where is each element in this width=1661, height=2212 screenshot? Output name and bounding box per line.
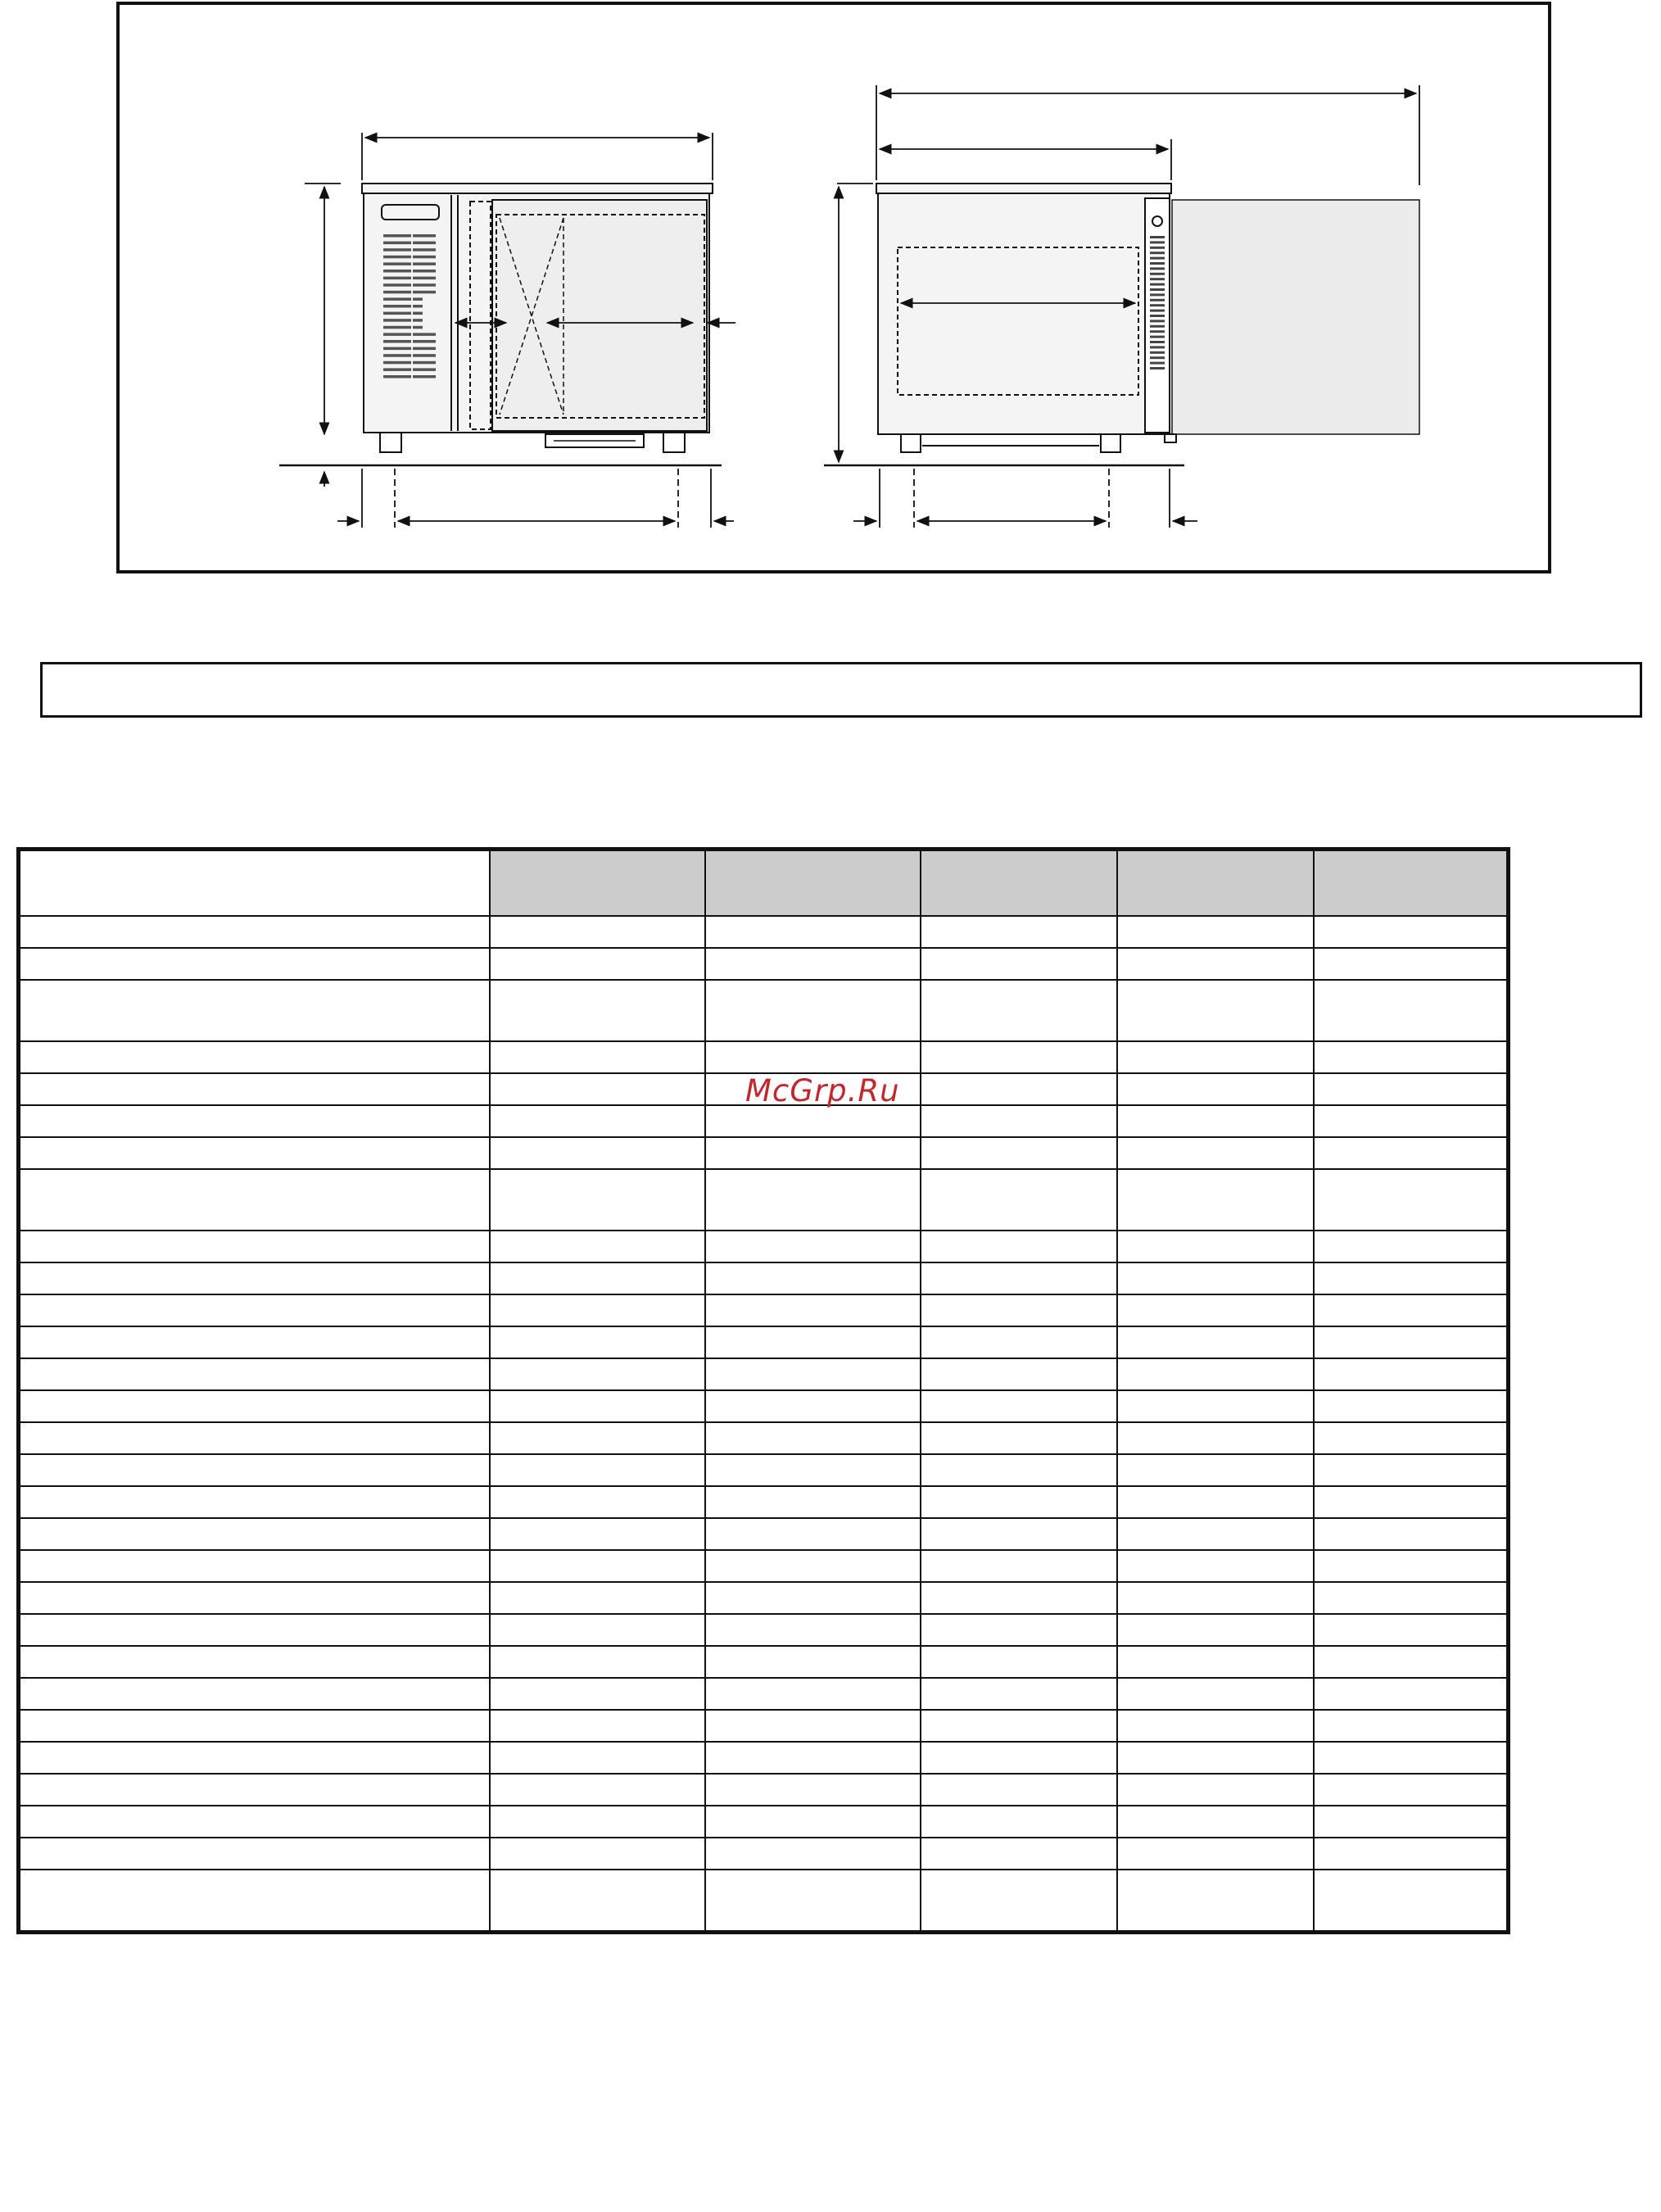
table-cell xyxy=(19,1518,490,1550)
table-cell xyxy=(1314,1454,1509,1486)
table-cell xyxy=(705,1774,921,1806)
table-cell xyxy=(1314,980,1509,1041)
table-cell xyxy=(921,1294,1117,1326)
table-cell xyxy=(1117,1870,1314,1933)
table-cell xyxy=(1314,1806,1509,1838)
table-cell xyxy=(19,1358,490,1390)
table-cell xyxy=(1117,1550,1314,1582)
table-row xyxy=(19,1422,1509,1454)
table-cell xyxy=(1117,1326,1314,1358)
table-cell xyxy=(19,1710,490,1742)
table-row xyxy=(19,1614,1509,1646)
table-cell xyxy=(1117,1678,1314,1710)
table-header-row xyxy=(19,850,1509,917)
table-cell xyxy=(1314,1614,1509,1646)
vent-slot xyxy=(1150,247,1165,249)
table-cell xyxy=(705,916,921,948)
grille-slot xyxy=(413,256,436,259)
table-header-cell xyxy=(19,850,490,917)
front-door xyxy=(492,200,707,431)
table-cell xyxy=(921,916,1117,948)
table-cell xyxy=(1117,1169,1314,1231)
table-cell xyxy=(1314,1231,1509,1262)
vent-slot xyxy=(1150,362,1165,365)
table-cell xyxy=(490,1137,705,1169)
grille-slot xyxy=(383,368,411,371)
table-header-cell xyxy=(921,850,1117,917)
table-cell xyxy=(1117,1041,1314,1073)
table-cell xyxy=(705,1550,921,1582)
table-cell xyxy=(1314,1073,1509,1105)
grille-slot xyxy=(383,242,411,245)
specification-table xyxy=(16,847,1510,1934)
table-cell xyxy=(490,1550,705,1582)
table-cell xyxy=(1314,916,1509,948)
grille-slot xyxy=(413,283,436,287)
grille-slot xyxy=(413,340,436,343)
vent-slot xyxy=(1150,330,1165,333)
table-row xyxy=(19,1774,1509,1806)
table-cell xyxy=(490,1358,705,1390)
side-leg-right xyxy=(1101,434,1120,452)
grille-slot xyxy=(413,277,436,280)
table-row xyxy=(19,1646,1509,1678)
table-cell xyxy=(705,1710,921,1742)
vent-slot xyxy=(1150,262,1165,265)
table-cell xyxy=(490,1454,705,1486)
table-cell xyxy=(921,1486,1117,1518)
table-cell xyxy=(1117,1073,1314,1105)
grille-slot xyxy=(383,305,411,308)
table-cell xyxy=(19,1550,490,1582)
grille-slot xyxy=(383,326,411,329)
table-cell xyxy=(705,1105,921,1137)
elevation-drawing xyxy=(120,5,1548,570)
vent-slot xyxy=(1150,257,1165,260)
vent-slot xyxy=(1150,241,1165,243)
table-cell xyxy=(490,1105,705,1137)
grille-slot xyxy=(413,354,436,357)
vent-slot xyxy=(1150,325,1165,328)
table-cell xyxy=(1117,1262,1314,1294)
table-cell xyxy=(705,1678,921,1710)
table-cell xyxy=(19,1486,490,1518)
table-cell xyxy=(705,1518,921,1550)
table-cell xyxy=(921,1454,1117,1486)
table-cell xyxy=(1314,1582,1509,1614)
front-view xyxy=(279,184,722,465)
side-cabinet xyxy=(878,193,1170,434)
table-row xyxy=(19,1550,1509,1582)
table-cell xyxy=(19,1454,490,1486)
table-cell xyxy=(1314,1774,1509,1806)
table-cell xyxy=(490,1073,705,1105)
table-cell xyxy=(19,980,490,1041)
grille-slot xyxy=(383,277,411,280)
vent-slot xyxy=(1150,367,1165,369)
grille-slot xyxy=(413,242,436,245)
table-cell xyxy=(1117,1294,1314,1326)
front-leg-left xyxy=(380,433,401,452)
table-cell xyxy=(1117,1358,1314,1390)
table-cell xyxy=(490,1326,705,1358)
table-cell xyxy=(921,1137,1117,1169)
table-cell xyxy=(705,1041,921,1073)
table-cell xyxy=(705,1646,921,1678)
table-cell xyxy=(921,1838,1117,1870)
table-cell xyxy=(19,1806,490,1838)
grille-slot xyxy=(383,333,411,336)
table-row xyxy=(19,948,1509,980)
table-cell xyxy=(1117,916,1314,948)
vent-slot xyxy=(1150,310,1165,312)
table-cell xyxy=(921,1550,1117,1582)
table-cell xyxy=(1314,1041,1509,1073)
grille-slot xyxy=(383,256,411,259)
vent-slot xyxy=(1150,351,1165,354)
table-cell xyxy=(490,1041,705,1073)
grille-slot xyxy=(413,248,436,252)
table-cell xyxy=(490,1838,705,1870)
table-cell xyxy=(1314,1294,1509,1326)
table-cell xyxy=(1314,1422,1509,1454)
table-cell xyxy=(490,1646,705,1678)
table-cell xyxy=(705,1614,921,1646)
table-cell xyxy=(705,948,921,980)
table-cell xyxy=(921,1041,1117,1073)
table-cell xyxy=(921,1742,1117,1774)
table-cell xyxy=(1314,1358,1509,1390)
table-cell xyxy=(1314,1742,1509,1774)
table-cell xyxy=(19,1169,490,1231)
vent-slot xyxy=(1150,273,1165,275)
table-cell xyxy=(705,1870,921,1933)
table-row xyxy=(19,916,1509,948)
table-cell xyxy=(1117,1614,1314,1646)
table-header-cell xyxy=(1314,850,1509,917)
table-row xyxy=(19,1041,1509,1073)
vent-slot xyxy=(1150,315,1165,317)
side-leg-left xyxy=(901,434,921,452)
table-cell xyxy=(490,1614,705,1646)
table-cell xyxy=(921,1774,1117,1806)
vent-slot xyxy=(1150,293,1165,296)
grille-slot xyxy=(413,368,436,371)
table-row xyxy=(19,1262,1509,1294)
grille-slot xyxy=(413,312,423,315)
table-cell xyxy=(921,1105,1117,1137)
table-cell xyxy=(1314,1390,1509,1422)
table-cell xyxy=(1117,1422,1314,1454)
table-row xyxy=(19,1105,1509,1137)
table-cell xyxy=(19,1262,490,1294)
table-cell xyxy=(19,1294,490,1326)
table-cell xyxy=(1314,1646,1509,1678)
table-cell xyxy=(19,1774,490,1806)
grille-slot xyxy=(413,333,436,336)
table-cell xyxy=(1117,1806,1314,1838)
vent-slot xyxy=(1150,267,1165,270)
table-cell xyxy=(705,1294,921,1326)
table-cell xyxy=(705,1742,921,1774)
table-cell xyxy=(921,1358,1117,1390)
table-cell xyxy=(921,980,1117,1041)
table-cell xyxy=(1314,948,1509,980)
table-cell xyxy=(19,948,490,980)
side-view xyxy=(824,184,1419,465)
grille-slot xyxy=(383,270,411,273)
grille-slot xyxy=(383,347,411,351)
table-row xyxy=(19,1710,1509,1742)
table-cell xyxy=(921,948,1117,980)
grille-slot xyxy=(413,297,423,301)
table-row xyxy=(19,1358,1509,1390)
table-cell xyxy=(705,1262,921,1294)
table-cell xyxy=(1117,980,1314,1041)
table-cell xyxy=(921,1326,1117,1358)
table-row xyxy=(19,1838,1509,1870)
table-cell xyxy=(705,1838,921,1870)
table-cell xyxy=(19,1838,490,1870)
grille-slot xyxy=(383,248,411,252)
table-cell xyxy=(490,1678,705,1710)
table-cell xyxy=(490,1294,705,1326)
grille-slot xyxy=(383,291,411,294)
technical-drawing-panel xyxy=(116,2,1551,573)
vent-slot xyxy=(1150,304,1165,306)
table-cell xyxy=(19,916,490,948)
vent-slot xyxy=(1150,346,1165,348)
table-cell xyxy=(1314,1169,1509,1231)
table-cell xyxy=(19,1231,490,1262)
table-header-cell xyxy=(1117,850,1314,917)
grille-slot xyxy=(383,262,411,265)
table-row xyxy=(19,980,1509,1041)
table-cell xyxy=(921,1073,1117,1105)
table-cell xyxy=(1117,1742,1314,1774)
table-cell xyxy=(705,1486,921,1518)
grille-slot xyxy=(413,319,423,322)
table-cell xyxy=(705,1582,921,1614)
table-cell xyxy=(490,1582,705,1614)
vent-slot xyxy=(1150,252,1165,254)
table-cell xyxy=(490,916,705,948)
grille-slot xyxy=(383,297,411,301)
table-cell xyxy=(705,1231,921,1262)
table-row xyxy=(19,1486,1509,1518)
table-cell xyxy=(921,1169,1117,1231)
grille-slot xyxy=(383,340,411,343)
grille-slot xyxy=(413,291,436,294)
table-cell xyxy=(19,1870,490,1933)
table-cell xyxy=(1314,1678,1509,1710)
table-cell xyxy=(921,1262,1117,1294)
table-cell xyxy=(490,1486,705,1518)
table-cell xyxy=(490,1390,705,1422)
table-cell xyxy=(921,1231,1117,1262)
table-cell xyxy=(19,1582,490,1614)
table-cell xyxy=(490,1422,705,1454)
table-cell xyxy=(1117,1231,1314,1262)
table-cell xyxy=(490,1870,705,1933)
table-cell xyxy=(19,1390,490,1422)
table-cell xyxy=(921,1390,1117,1422)
table-cell xyxy=(705,1422,921,1454)
table-cell xyxy=(490,1262,705,1294)
table-cell xyxy=(1117,1390,1314,1422)
table-cell xyxy=(921,1678,1117,1710)
table-cell xyxy=(1117,948,1314,980)
table-cell xyxy=(490,980,705,1041)
table-cell xyxy=(921,1422,1117,1454)
grille-slot xyxy=(413,347,436,351)
table-cell xyxy=(1117,1454,1314,1486)
side-countertop xyxy=(876,184,1171,193)
grille-slot xyxy=(383,375,411,378)
table-cell xyxy=(1314,1550,1509,1582)
vent-slot xyxy=(1150,356,1165,359)
grille-slot xyxy=(413,326,423,329)
table-row xyxy=(19,1806,1509,1838)
table-cell xyxy=(1117,1838,1314,1870)
table-cell xyxy=(705,1358,921,1390)
table-header-cell xyxy=(705,850,921,917)
table-cell xyxy=(921,1614,1117,1646)
table-cell xyxy=(921,1582,1117,1614)
table-cell xyxy=(490,948,705,980)
table-cell xyxy=(705,1390,921,1422)
table-cell xyxy=(490,1774,705,1806)
grille-slot xyxy=(413,375,436,378)
table-cell xyxy=(705,1806,921,1838)
table-cell xyxy=(1117,1518,1314,1550)
table-cell xyxy=(1314,1838,1509,1870)
table-cell xyxy=(490,1710,705,1742)
table-cell xyxy=(705,1137,921,1169)
table-cell xyxy=(1117,1774,1314,1806)
table-cell xyxy=(490,1806,705,1838)
table-cell xyxy=(921,1518,1117,1550)
table-cell xyxy=(921,1710,1117,1742)
table-cell xyxy=(705,1454,921,1486)
table-row xyxy=(19,1231,1509,1262)
table-cell xyxy=(490,1518,705,1550)
grille-slot xyxy=(383,319,411,322)
table-cell xyxy=(1314,1870,1509,1933)
table-cell xyxy=(19,1326,490,1358)
grille-slot xyxy=(383,312,411,315)
table-row xyxy=(19,1390,1509,1422)
table-cell xyxy=(19,1742,490,1774)
table-cell xyxy=(19,1105,490,1137)
table-cell xyxy=(19,1041,490,1073)
table-cell xyxy=(1314,1486,1509,1518)
table-cell xyxy=(1117,1582,1314,1614)
grille-slot xyxy=(413,234,436,238)
table-cell xyxy=(921,1646,1117,1678)
grille-slot xyxy=(413,305,423,308)
table-row xyxy=(19,1518,1509,1550)
table-cell xyxy=(19,1137,490,1169)
table-cell xyxy=(1117,1105,1314,1137)
table-cell xyxy=(1314,1710,1509,1742)
vent-slot xyxy=(1150,236,1165,238)
grille-slot xyxy=(383,283,411,287)
vent-slot xyxy=(1150,336,1165,338)
table-cell xyxy=(1314,1518,1509,1550)
table-cell xyxy=(19,1073,490,1105)
table-row xyxy=(19,1678,1509,1710)
vent-slot xyxy=(1150,299,1165,301)
table-row xyxy=(19,1137,1509,1169)
front-leg-right xyxy=(663,433,685,452)
table-cell xyxy=(490,1169,705,1231)
table-row xyxy=(19,1742,1509,1774)
table-cell xyxy=(1117,1710,1314,1742)
table-cell xyxy=(705,1169,921,1231)
grille-slot xyxy=(413,262,436,265)
table-cell xyxy=(490,1231,705,1262)
table-cell xyxy=(1314,1105,1509,1137)
table-row xyxy=(19,1294,1509,1326)
grille-slot xyxy=(383,354,411,357)
table-cell xyxy=(19,1646,490,1678)
table-cell xyxy=(1117,1137,1314,1169)
watermark: McGrp.Ru xyxy=(745,1073,900,1108)
vent-slot xyxy=(1150,288,1165,291)
open-door-panel xyxy=(1172,200,1419,434)
table-cell xyxy=(490,1742,705,1774)
table-row xyxy=(19,1582,1509,1614)
table-header-cell xyxy=(490,850,705,917)
table-cell xyxy=(705,1326,921,1358)
table-cell xyxy=(1117,1646,1314,1678)
table-cell xyxy=(1314,1262,1509,1294)
grille-slot xyxy=(413,361,436,365)
table-cell xyxy=(705,980,921,1041)
vent-slot xyxy=(1150,283,1165,286)
title-box xyxy=(40,662,1642,718)
table-cell xyxy=(19,1614,490,1646)
vent-slot xyxy=(1150,278,1165,280)
vent-slot xyxy=(1150,320,1165,322)
table-row xyxy=(19,1169,1509,1231)
table-cell xyxy=(921,1806,1117,1838)
grille-slot xyxy=(413,270,436,273)
vent-slot xyxy=(1150,341,1165,343)
table-cell xyxy=(1314,1326,1509,1358)
table-row xyxy=(19,1454,1509,1486)
grille-slot xyxy=(383,361,411,365)
table-cell xyxy=(19,1422,490,1454)
grille-slot xyxy=(383,234,411,238)
table-cell xyxy=(1117,1486,1314,1518)
front-countertop xyxy=(362,184,713,193)
table-row xyxy=(19,1870,1509,1933)
table-cell xyxy=(19,1678,490,1710)
table-cell xyxy=(1314,1137,1509,1169)
table-cell xyxy=(921,1870,1117,1933)
table-row xyxy=(19,1326,1509,1358)
